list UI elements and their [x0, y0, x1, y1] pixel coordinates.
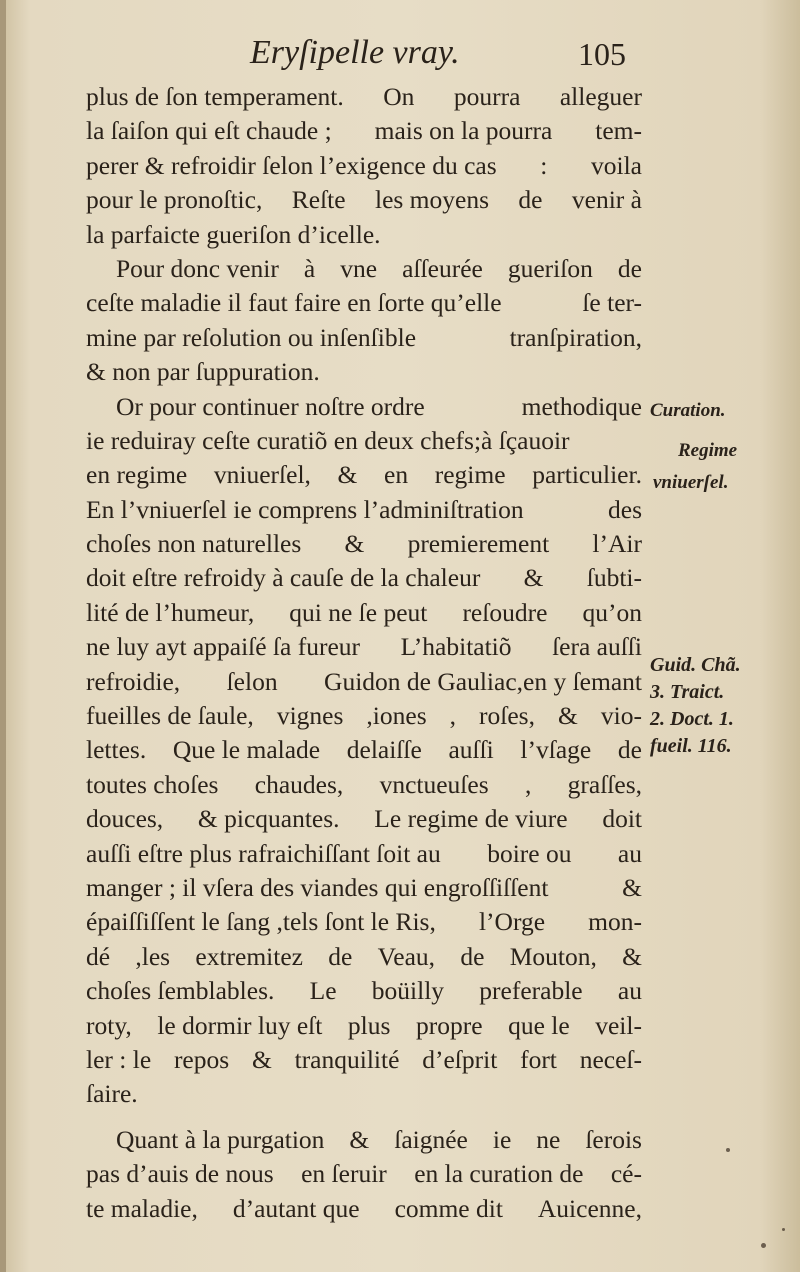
text-segment: chaudes, [254, 769, 344, 799]
reference-line: fueil. 116. [650, 735, 732, 757]
text-segment: choſes ſemblables. [86, 976, 275, 1006]
text-segment: En l’vniuerſel ie comprens l’adminiſtration [86, 494, 524, 524]
text-segment: Auicenne, [537, 1193, 642, 1223]
text-segment: en la curation de [414, 1159, 584, 1189]
text-segment: des [608, 494, 642, 524]
text-segment: d’autant que [232, 1193, 360, 1223]
text-segment: tranquilité [294, 1044, 400, 1074]
text-segment: l’vſage [520, 735, 592, 765]
text-segment: Le regime de viure [374, 804, 568, 834]
text-segment: l’Air [592, 529, 642, 559]
text-segment: vio- [600, 701, 642, 731]
text-line [86, 1123, 642, 1157]
text-segment: alleguer [559, 82, 642, 111]
text-segment: à [303, 253, 316, 283]
text-line [86, 286, 642, 320]
text-segment: & picquantes. [197, 804, 340, 834]
text-segment: premierement [407, 529, 550, 559]
text-line [86, 768, 642, 802]
text-segment: qui ne ſe peut [289, 597, 428, 627]
text-segment: perer & refroidir ſelon l’exigence du cas [86, 150, 497, 180]
text-segment: ,iones [366, 701, 427, 731]
margin-note-curation: Curation. [650, 400, 726, 421]
text-line [86, 630, 642, 664]
reference-line: 2. Doct. 1. [650, 708, 734, 730]
text-line [86, 665, 642, 699]
text-segment: neceſ- [579, 1044, 642, 1074]
page-number: 105 [578, 36, 626, 72]
text-segment: & [349, 1124, 370, 1154]
text-segment: Reſte [291, 185, 346, 215]
text-segment: aſſeurée [402, 253, 483, 283]
text-line [86, 149, 642, 183]
text-segment: regime [434, 460, 506, 490]
text-segment: comme dit [394, 1193, 503, 1223]
text-segment: preferable [479, 976, 583, 1006]
text-segment: au [617, 838, 642, 868]
text-segment: reſoudre [462, 597, 548, 627]
text-segment: & non par ſuppuration. [86, 357, 320, 387]
text-line [86, 252, 642, 286]
text-segment: repos [173, 1044, 230, 1074]
margin-note-reference [650, 652, 790, 760]
text-segment: que le [508, 1010, 570, 1040]
text-line [86, 458, 642, 492]
text-segment: pourra [453, 82, 521, 111]
text-segment: manger ; il vſera des viandes qui engroſſiſſent [86, 872, 549, 902]
text-segment: doit eſtre refroidy à cauſe de la chaleur [86, 563, 481, 593]
text-line [86, 80, 642, 114]
text-segment: ſaignée [394, 1124, 468, 1154]
paragraph-gap [86, 1112, 642, 1123]
running-title: Eryſipelle vray. [250, 34, 460, 71]
text-segment: l’Orge [478, 907, 546, 937]
text-line [86, 1043, 642, 1077]
text-segment: au [617, 976, 642, 1006]
text-segment: Le [309, 976, 337, 1006]
text-segment: auſſi eſtre plus rafraichiſſant ſoit au [86, 838, 441, 868]
margin-note-regime: Regime [678, 440, 738, 461]
text-segment: plus [347, 1010, 391, 1040]
text-line [86, 390, 642, 424]
text-segment: mon- [588, 907, 642, 937]
text-segment: & [622, 872, 642, 902]
text-segment: vnctueuſes [379, 769, 489, 799]
text-line [86, 561, 642, 595]
text-segment: la parfaicte gueriſon d’icelle. [86, 219, 381, 249]
text-line [86, 493, 642, 527]
text-segment: delaiſſe [346, 735, 422, 765]
text-segment: douces, [86, 804, 164, 834]
text-segment: de [617, 253, 642, 283]
page-edge [0, 0, 6, 1272]
text-segment: te maladie, [86, 1193, 198, 1223]
text-segment: propre [415, 1010, 483, 1040]
text-segment: en [384, 460, 409, 490]
text-segment: : [540, 150, 548, 180]
text-segment: gueriſon [507, 253, 593, 283]
text-segment: les moyens [374, 185, 490, 215]
text-segment: ſubti- [586, 563, 642, 593]
text-segment: cé- [610, 1159, 642, 1189]
text-line [86, 424, 642, 458]
text-segment: ſe ter- [582, 288, 642, 318]
text-line [86, 871, 642, 905]
reference-line: Guid. Chã. [650, 654, 741, 676]
text-segment: ,les [135, 941, 171, 971]
text-segment: dé [86, 941, 111, 971]
text-segment: Guidon de Gauliac,en y ſemant [324, 666, 642, 696]
text-segment: fueilles de ſaule, [86, 701, 254, 731]
text-line [86, 905, 642, 939]
text-segment: & [622, 941, 642, 971]
ink-speck [761, 1243, 766, 1248]
text-line [86, 733, 642, 767]
text-segment: Mouton, [509, 941, 597, 971]
text-segment: roſes, [479, 701, 535, 731]
text-segment: auſſi [448, 735, 494, 765]
text-segment: choſes non naturelles [86, 529, 302, 559]
ink-speck [782, 1228, 785, 1231]
text-segment: ſelon [226, 666, 278, 696]
text-line [86, 527, 642, 561]
text-segment: Que le malade [172, 735, 321, 765]
text-segment: & [344, 529, 365, 559]
text-segment: lettes. [86, 735, 147, 765]
text-line [86, 699, 642, 733]
text-segment: en ſeruir [301, 1159, 387, 1189]
text-segment: ſera auſſi [552, 632, 642, 662]
text-line [86, 218, 642, 252]
text-segment: le dormir luy eſt [157, 1010, 323, 1040]
text-segment: boüilly [371, 976, 445, 1006]
text-line [86, 837, 642, 871]
text-segment: de [460, 941, 485, 971]
text-segment: pas d’auis de nous [86, 1159, 274, 1189]
text-segment: & [251, 1044, 272, 1074]
page-header [0, 34, 800, 84]
text-line [86, 974, 642, 1008]
text-segment: fort [520, 1044, 557, 1074]
text-line [86, 1077, 642, 1111]
text-segment: vne [340, 253, 378, 283]
text-segment: lité de l’humeur, [86, 597, 255, 627]
text-segment: ceſte maladie il faut faire en ſorte qu’elle [86, 288, 502, 318]
text-segment: de [617, 735, 642, 765]
text-segment: tem- [595, 116, 642, 146]
text-line [86, 940, 642, 974]
text-segment: d’eſprit [422, 1044, 498, 1074]
text-segment: Or pour continuer noſtre ordre [116, 391, 425, 421]
body-text [86, 80, 642, 1226]
margin-note-vniuersel: vniuerſel. [653, 472, 729, 493]
text-segment: Pour donc venir [116, 253, 279, 283]
text-segment: Veau, [377, 941, 436, 971]
text-segment: vniuerſel, [213, 460, 311, 490]
text-segment: refroidie, [86, 666, 181, 696]
text-segment: Quant à la purgation [116, 1124, 325, 1154]
text-line [86, 1009, 642, 1043]
text-segment: toutes choſes [86, 769, 219, 799]
text-segment: de [328, 941, 353, 971]
text-line [86, 1157, 642, 1191]
text-segment: & [558, 701, 578, 731]
text-segment: doit [602, 804, 642, 834]
text-segment: , [524, 769, 532, 799]
text-segment: On [383, 82, 415, 111]
text-line [86, 802, 642, 836]
text-segment: ie reduiray ceſte curatiõ en deux chefs;à ſçauoir [86, 425, 570, 455]
text-segment: voila [590, 150, 642, 180]
text-segment: épaiſſiſſent le ſang ,tels ſont le Ris, [86, 907, 436, 937]
text-segment: ne luy ayt appaiſé ſa fureur [86, 632, 361, 662]
text-line [86, 355, 642, 389]
text-segment: ſerois [585, 1124, 642, 1154]
text-segment: vignes [276, 701, 344, 731]
text-segment: , [449, 701, 457, 731]
text-segment: tranſpiration, [509, 322, 642, 352]
text-segment: & [523, 563, 544, 593]
text-segment: la ſaiſon qui eſt chaude ; [86, 116, 332, 146]
ink-speck [726, 1148, 730, 1152]
text-segment: mine par reſolution ou inſenſible [86, 322, 417, 352]
text-segment: ler : le [86, 1044, 152, 1074]
text-segment: particulier. [532, 460, 642, 490]
text-segment: methodique [521, 391, 642, 421]
text-segment: plus de ſon temperament. [86, 82, 344, 111]
text-segment: de [518, 185, 543, 215]
text-segment: ie [492, 1124, 512, 1154]
text-segment: mais on la pourra [374, 116, 553, 146]
text-segment: L’habitatiõ [400, 632, 512, 662]
text-line [86, 183, 642, 217]
text-segment: venir à [571, 185, 642, 215]
text-segment: qu’on [582, 597, 642, 627]
text-segment: boire ou [487, 838, 572, 868]
text-line [86, 321, 642, 355]
reference-line: 3. Traict. [650, 681, 725, 703]
text-line [86, 1192, 642, 1226]
text-segment: & [337, 460, 358, 490]
text-segment: veil- [595, 1010, 642, 1040]
text-segment: extremitez [195, 941, 303, 971]
text-line [86, 596, 642, 630]
text-segment: en regime [86, 460, 188, 490]
text-segment: ne [536, 1124, 561, 1154]
text-segment: pour le pronoſtic, [86, 185, 263, 215]
text-segment: roty, [86, 1010, 132, 1040]
text-segment: graſſes, [567, 769, 642, 799]
text-line [86, 114, 642, 148]
text-segment: ſaire. [86, 1079, 138, 1109]
